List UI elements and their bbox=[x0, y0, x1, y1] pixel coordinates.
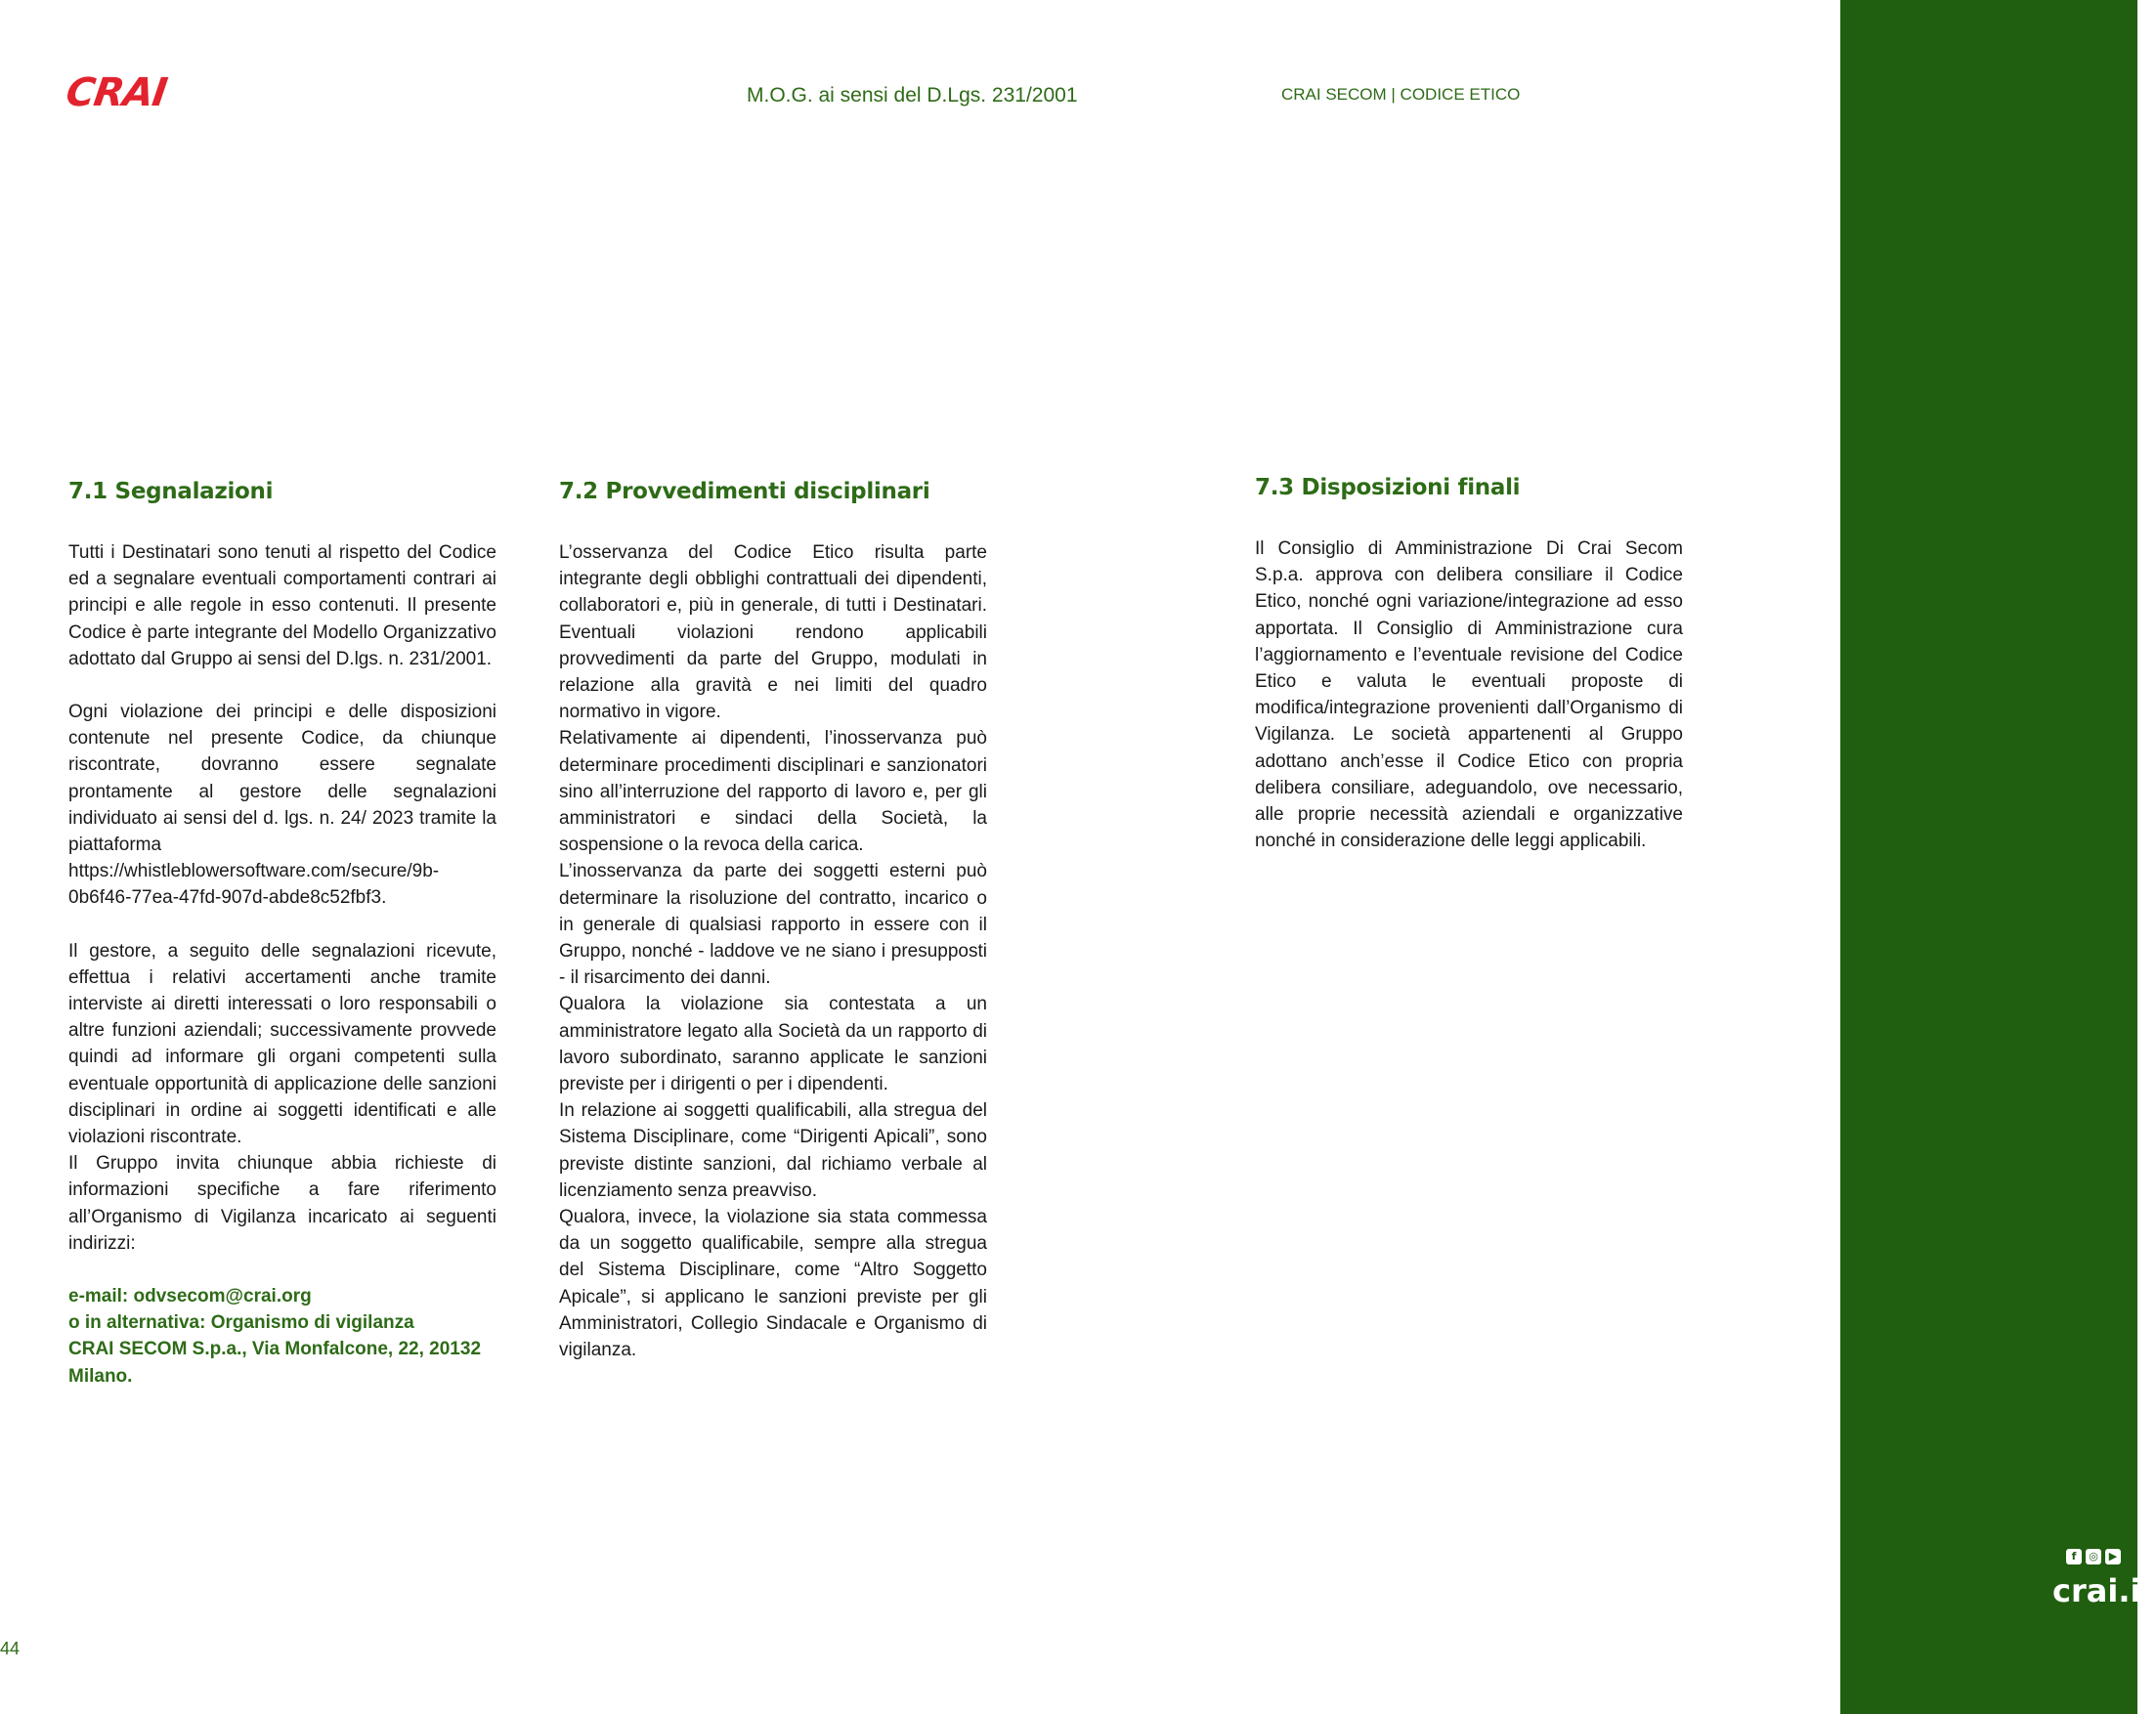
instagram-icon[interactable]: ◎ bbox=[2086, 1549, 2101, 1564]
green-side-panel bbox=[1840, 0, 2137, 1714]
website-link[interactable]: crai.it bbox=[2052, 1572, 2156, 1609]
paragraph: L’osservanza del Codice Etico risulta parte integrante degli obblighi contrattuali dei dipendenti, collaboratori e, più in generale, di tutti i Destinatari. Eventuali violazioni rendono applicabili provvedimenti da parte del Gruppo, modulati in relazione alla gravità e nei limiti del quadro normativo in vigore. bbox=[559, 542, 987, 723]
paragraph: Ogni violazione dei principi e delle disposizioni contenute nel presente Codice, da chiunque riscontrate, dovranno essere segnalate prontamente al gestore delle segnalazioni individuato ai sensi del d. lgs. n. 24/ 2023 tramite la piattaforma https://whistleblowersoftware.com/secure/9b-0b6f46-77ea-47fd-907d-abde8c52fbf3. bbox=[68, 702, 496, 909]
heading-disposizioni: 7.3 Disposizioni finali bbox=[1255, 475, 1521, 500]
column-provvedimenti bbox=[559, 479, 987, 1363]
paragraph: Il Consiglio di Amministrazione Di Crai Secom S.p.a. approva con delibera consiliare il Codice Etico, nonché ogni variazione/integrazione ad esso apportata. Il Consiglio di Amministrazione cura l’aggiornamento e l’eventuale revisione del Codice Etico e valuta le eventuali proposte di modifica/integrazione provenienti dall’Organismo di Vigilanza. Le società appartenenti al Gruppo adottano anch’esse il Codice Etico con propria delibera consiliare, adeguandolo, ove necessario, alle proprie necessità aziendali e organizzative nonché in considerazione delle leggi applicabili. bbox=[1255, 538, 1683, 852]
paragraph: Tutti i Destinatari sono tenuti al rispetto del Codice ed a segnalare eventuali comportamenti contrari ai principi e alle regole in esso contenuti. Il presente Codice è parte integrante del Modello Organizzativo adottato dal Gruppo ai sensi del D.lgs. n. 231/2001. bbox=[68, 542, 496, 669]
paragraph: L’inosservanza da parte dei soggetti esterni può determinare la risoluzione del contratto, incarico o in generale di qualsiasi rapporto in essere con il Gruppo, nonché - laddove ve ne siano i presupposti - il risarcimento dei danni. bbox=[559, 861, 987, 989]
heading-segnalazioni: 7.1 Segnalazioni bbox=[68, 479, 274, 504]
page-number: 44 bbox=[0, 1639, 21, 1658]
contact-alt: o in alternativa: Organismo di vigilanza bbox=[68, 1312, 414, 1334]
facebook-icon[interactable]: f bbox=[2066, 1549, 2082, 1564]
contact-block bbox=[68, 1283, 496, 1390]
paragraph: Relativamente ai dipendenti, l’inosservanza può determinare procedimenti disciplinari e sanzionatori sino all’interruzione del rapporto di lavoro e, per gli amministratori e sindaci della Società, la sospensione o la revoca della carica. bbox=[559, 728, 987, 856]
column-segnalazioni bbox=[68, 479, 496, 1390]
social-icons bbox=[2066, 1549, 2121, 1564]
paragraph: Il Gruppo invita chiunque abbia richieste di informazioni specifiche a fare riferimento all’Organismo di Vigilanza incaricato ai seguenti indirizzi: bbox=[68, 1153, 496, 1254]
heading-provvedimenti: 7.2 Provvedimenti disciplinari bbox=[559, 479, 930, 504]
crai-logo: CRAI bbox=[63, 70, 170, 115]
paragraph: Il gestore, a seguito delle segnalazioni ricevute, effettua i relativi accertamenti anche tramite interviste ai diretti interessati o loro responsabili o altre funzioni aziendali; successivamente provvede quindi ad informare gli organi competenti sulla eventuale opportunità di applicazione delle sanzioni disciplinari in ordine ai soggetti identificati e alle violazioni riscontrate. bbox=[68, 940, 496, 1148]
youtube-icon[interactable]: ▶ bbox=[2105, 1549, 2121, 1564]
contact-email[interactable]: e-mail: odvsecom@crai.org bbox=[68, 1286, 312, 1307]
section-title: CRAI SECOM | CODICE ETICO bbox=[1281, 85, 1521, 104]
contact-address: CRAI SECOM S.p.a., Via Monfalcone, 22, 20132 Milano. bbox=[68, 1339, 482, 1387]
paragraph: Qualora, invece, la violazione sia stata commessa da un soggetto qualificabile, sempre alla stregua del Sistema Disciplinare, come “Altro Soggetto Apicale”, si applicano le sanzioni previste per gli Amministratori, Collegio Sindacale e Organismo di vigilanza. bbox=[559, 1207, 987, 1361]
column-disposizioni bbox=[1255, 475, 1683, 854]
document-title: M.O.G. ai sensi del D.Lgs. 231/2001 bbox=[747, 84, 1078, 107]
paragraph: Qualora la violazione sia contestata a un amministratore legato alla Società da un rapporto di lavoro subordinato, saranno applicate le sanzioni previste per i dirigenti o per i dipendenti. bbox=[559, 994, 987, 1095]
paragraph: In relazione ai soggetti qualificabili, alla stregua del Sistema Disciplinare, come “Dirigenti Apicali”, sono previste distinte sanzioni, dal richiamo verbale al licenziamento senza preavviso. bbox=[559, 1100, 987, 1201]
